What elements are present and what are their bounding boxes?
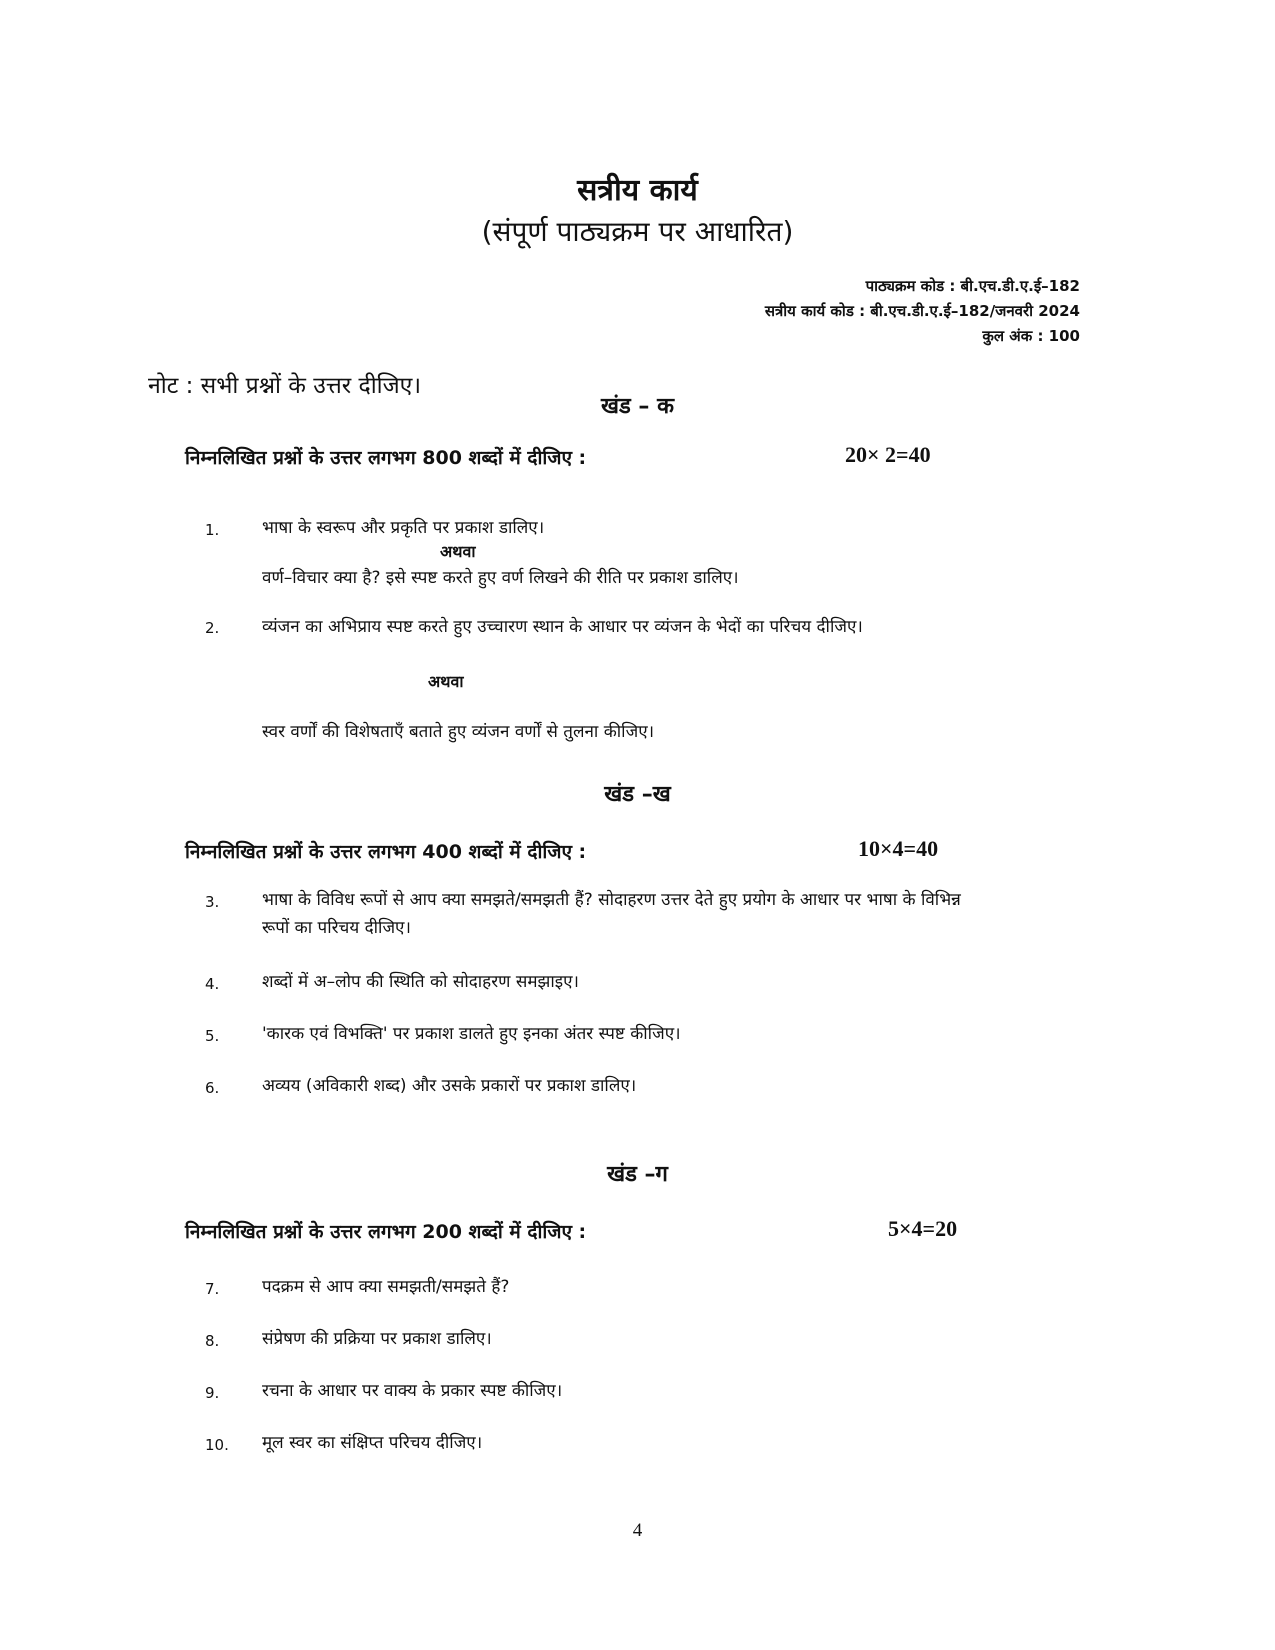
assignment-code: सत्रीय कार्य कोड : बी.एच.डी.ए.ई–182/जनवरी 2024 — [764, 302, 1080, 320]
question-number: 2. — [205, 619, 220, 637]
section-a-instruction: निम्नलिखित प्रश्नों के उत्तर लगभग 800 शब्दों में दीजिए : — [185, 447, 587, 469]
question-text: भाषा के स्वरूप और प्रकृति पर प्रकाश डालिए। — [262, 518, 545, 538]
page-number: 4 — [632, 1520, 643, 1541]
section-b-marks: 10×4=40 — [858, 836, 939, 861]
question-text: रचना के आधार पर वाक्य के प्रकार स्पष्ट कीजिए। — [262, 1381, 563, 1401]
question-number: 9. — [205, 1384, 220, 1402]
question-number: 3. — [205, 893, 220, 911]
question-alternative: स्वर वर्णों की विशेषताएँ बताते हुए व्यंजन वर्णों से तुलना कीजिए। — [262, 722, 655, 742]
question-number: 7. — [205, 1280, 220, 1298]
section-c-marks: 5×4=20 — [888, 1216, 958, 1241]
question-number: 8. — [205, 1332, 220, 1350]
or-label: अथवा — [440, 542, 476, 561]
question-text: अव्यय (अविकारी शब्द) और उसके प्रकारों पर प्रकाश डालिए। — [262, 1076, 637, 1096]
page-title: सत्रीय कार्य — [577, 173, 698, 208]
question-text: व्यंजन का अभिप्राय स्पष्ट करते हुए उच्चारण स्थान के आधार पर व्यंजन के भेदों का परिचय दीजिए। — [262, 617, 863, 637]
section-a-marks: 20× 2=40 — [845, 442, 931, 467]
question-number: 10. — [205, 1436, 229, 1454]
section-c-instruction: निम्नलिखित प्रश्नों के उत्तर लगभग 200 शब्दों में दीजिए : — [185, 1221, 587, 1243]
section-c-heading: खंड –ग — [607, 1162, 668, 1187]
question-number: 5. — [205, 1027, 220, 1045]
section-a-heading: खंड – क — [601, 394, 674, 419]
question-text: संप्रेषण की प्रक्रिया पर प्रकाश डालिए। — [262, 1329, 492, 1349]
section-b-heading: खंड –ख — [604, 782, 671, 807]
question-text: मूल स्वर का संक्षिप्त परिचय दीजिए। — [262, 1433, 483, 1453]
question-number: 6. — [205, 1079, 220, 1097]
or-label: अथवा — [428, 672, 464, 691]
question-number: 4. — [205, 975, 220, 993]
page-subtitle: (संपूर्ण पाठ्यक्रम पर आधारित) — [481, 215, 794, 248]
question-text: भाषा के विविध रूपों से आप क्या समझते/समझती हैं? सोदाहरण उत्तर देते हुए प्रयोग के आधार पर भाषा के विभिन्न रूपों का परिचय दीजिए। — [262, 890, 961, 938]
question-text: 'कारक एवं विभक्ति' पर प्रकाश डालते हुए इनका अंतर स्पष्ट कीजिए। — [262, 1024, 681, 1044]
course-code: पाठ्यक्रम कोड : बी.एच.डी.ए.ई–182 — [865, 277, 1080, 295]
question-text: पदक्रम से आप क्या समझती/समझते हैं? — [262, 1277, 510, 1297]
question-alternative: वर्ण–विचार क्या है? इसे स्पष्ट करते हुए वर्ण लिखने की रीति पर प्रकाश डालिए। — [262, 568, 739, 588]
section-b-instruction: निम्नलिखित प्रश्नों के उत्तर लगभग 400 शब्दों में दीजिए : — [185, 841, 587, 863]
total-marks: कुल अंक : 100 — [982, 327, 1080, 345]
question-text: शब्दों में अ–लोप की स्थिति को सोदाहरण समझाइए। — [262, 972, 579, 992]
question-number: 1. — [205, 521, 220, 539]
note: नोट : सभी प्रश्नों के उत्तर दीजिए। — [148, 373, 422, 399]
